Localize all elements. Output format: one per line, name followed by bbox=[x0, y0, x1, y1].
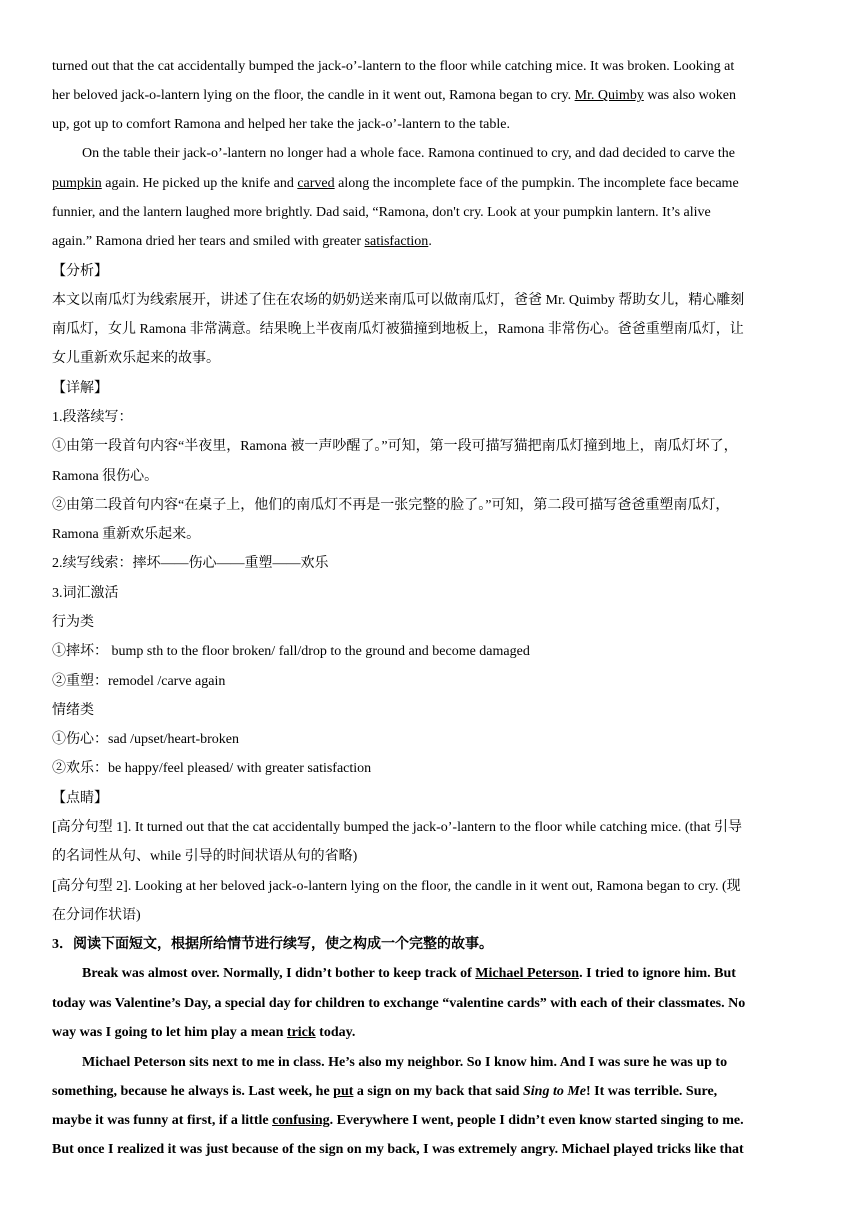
text-line: her beloved jack-o-lantern lying on the floor, the candle in it went out, Ramona began to cry. Mr. Quimby was also woken bbox=[52, 88, 736, 103]
italic-term: Sing to Me bbox=[523, 1084, 587, 1099]
question-title: 3．阅读下面短文，根据所给情节进行续写，使之构成一个完整的故事。 bbox=[52, 937, 493, 952]
text-line: funnier, and the lantern laughed more brightly. Dad said, “Ramona, don't cry. Look at your pumpkin lantern. It’s alive bbox=[52, 205, 711, 220]
analysis-heading: 【分析】 bbox=[52, 264, 108, 279]
details-line: 1.段落续写： bbox=[52, 410, 133, 425]
analysis-line: 女儿重新欢乐起来的故事。 bbox=[52, 351, 220, 366]
text-line: again.” Ramona dried her tears and smiled with greater satisfaction. bbox=[52, 234, 432, 249]
underlined-term: trick bbox=[286, 1025, 316, 1040]
question-text-line: Break was almost over. Normally, I didn’t bother to keep track of Michael Peterson. I tried to ignore him. But bbox=[82, 966, 736, 981]
underlined-term: satisfaction bbox=[364, 234, 429, 249]
details-line: 2.续写线索：摔坏——伤心——重塑——欢乐 bbox=[52, 556, 329, 571]
details-line: Ramona 很伤心。 bbox=[52, 469, 159, 484]
question-text-line: Michael Peterson sits next to me in class. He’s also my neighbor. So I know him. And I was sure he was up to bbox=[82, 1055, 728, 1070]
question-text-line: way was I going to let him play a mean trick today. bbox=[52, 1025, 356, 1040]
underlined-term: Michael Peterson bbox=[475, 966, 580, 981]
details-line: ②欢乐：be happy/feel pleased/ with greater satisfaction bbox=[52, 761, 372, 776]
details-line: ①摔坏： bump sth to the floor broken/ fall/drop to the ground and become damaged bbox=[52, 644, 530, 659]
analysis-line: 南瓜灯，女儿 Ramona 非常满意。结果晚上半夜南瓜灯被猫撞到地板上，Ramona 非常伤心。爸爸重塑南瓜灯，让 bbox=[52, 322, 744, 337]
underlined-term: put bbox=[333, 1084, 354, 1099]
analysis-line: 本文以南瓜灯为线索展开，讲述了住在农场的奶奶送来南瓜可以做南瓜灯，爸爸 Mr. Quimby 帮助女儿，精心雕刻 bbox=[52, 293, 745, 308]
underlined-term: confusing bbox=[272, 1113, 330, 1128]
question-text-line: something, because he always is. Last week, he put a sign on my back that said Sing to Me! It was terrible. Sure, bbox=[52, 1084, 718, 1099]
details-heading: 【详解】 bbox=[52, 381, 108, 396]
underlined-term: Mr. Quimby bbox=[574, 88, 644, 103]
details-line: ①伤心：sad /upset/heart-broken bbox=[52, 732, 240, 747]
text-line: up, got up to comfort Ramona and helped her take the jack-o’-lantern to the table. bbox=[52, 117, 510, 132]
question-text-line: But once I realized it was just because of the sign on my back, I was extremely angry. Michael played tricks like that bbox=[52, 1142, 744, 1157]
question-text-line: maybe it was funny at first, if a little confusing. Everywhere I went, people I didn’t even know started singing to me. bbox=[52, 1113, 744, 1128]
highlights-line: 在分词作状语) bbox=[52, 908, 141, 923]
underlined-term: pumpkin bbox=[52, 176, 102, 191]
details-line: ②由第二段首句内容“在桌子上，他们的南瓜灯不再是一张完整的脸了。”可知，第二段可描写爸爸重塑南瓜灯， bbox=[52, 498, 730, 513]
text-line: pumpkin again. He picked up the knife and carved along the incomplete face of the pumpkin. The incomplete face became bbox=[52, 176, 739, 191]
details-line: Ramona 重新欢乐起来。 bbox=[52, 527, 201, 542]
text-line: turned out that the cat accidentally bumped the jack-o’-lantern to the floor while catching mice. It was broken. Looking at bbox=[52, 59, 735, 74]
highlights-line: [高分句型 2]. Looking at her beloved jack-o-lantern lying on the floor, the candle in it went out, Ramona began to cry. (现 bbox=[52, 879, 741, 894]
details-line: 行为类 bbox=[52, 615, 94, 630]
text-line: On the table their jack-o’-lantern no longer had a whole face. Ramona continued to cry, and dad decided to carve the bbox=[82, 146, 735, 161]
details-line: ①由第一段首句内容“半夜里，Ramona 被一声吵醒了。”可知，第一段可描写猫把南瓜灯撞到地上，南瓜灯坏了， bbox=[52, 439, 738, 454]
underlined-term: carved bbox=[297, 176, 335, 191]
details-line: 3.词汇激活 bbox=[52, 586, 119, 601]
question-text-line: today was Valentine’s Day, a special day for children to exchange “valentine cards” with each of their classmates. No bbox=[52, 996, 746, 1011]
highlights-line: [高分句型 1]. It turned out that the cat accidentally bumped the jack-o’-lantern to the floor while catching mice. (that 引导 bbox=[52, 820, 743, 835]
details-line: 情绪类 bbox=[52, 703, 94, 718]
details-line: ②重塑：remodel /carve again bbox=[52, 674, 226, 689]
highlights-heading: 【点睛】 bbox=[52, 791, 108, 806]
highlights-line: 的名词性从句、while 引导的时间状语从句的省略) bbox=[52, 849, 358, 864]
